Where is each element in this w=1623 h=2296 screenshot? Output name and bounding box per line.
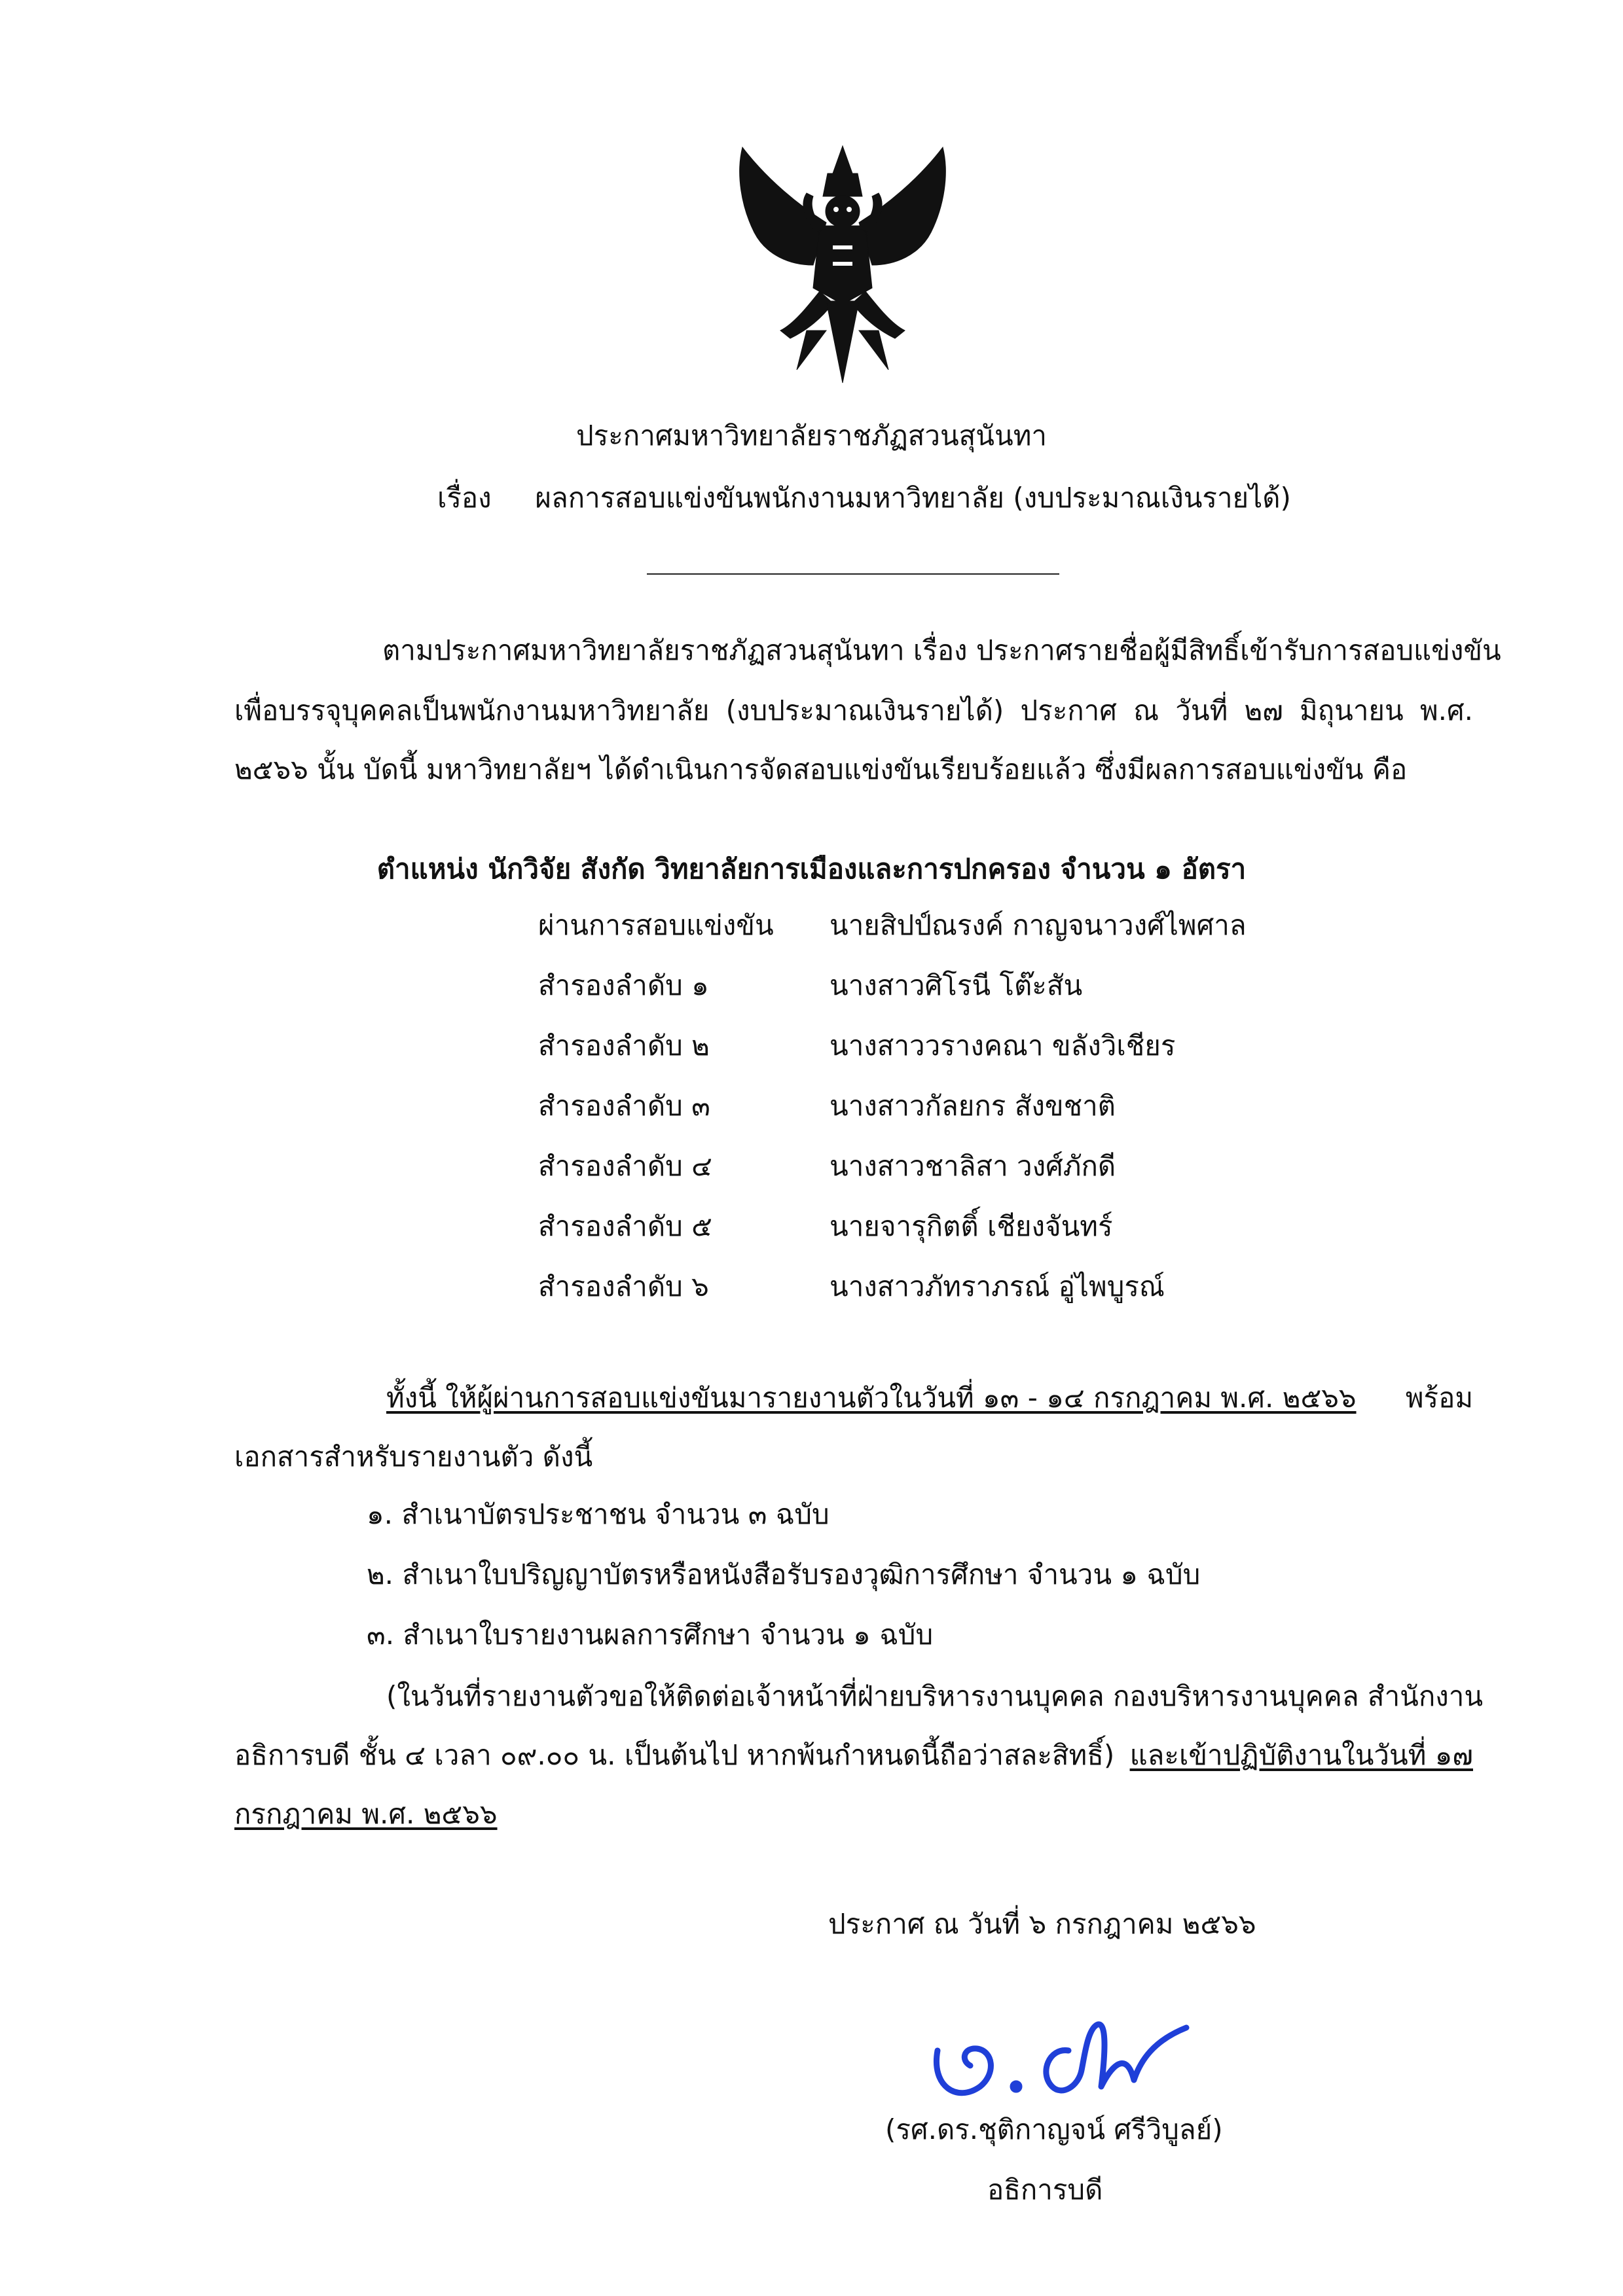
- report-line-1: [234, 1381, 1473, 1416]
- report-line-1-rest: พร้อม: [1405, 1382, 1473, 1414]
- result-label: สำรองลำดับ ๕: [538, 1210, 712, 1242]
- result-name: นางสาววรางคณา ขลังวิเชียร: [830, 1030, 1176, 1062]
- result-label: สำรองลำดับ ๑: [538, 969, 709, 1001]
- start-work-date-underlined: กรกฎาคม พ.ศ. ๒๕๖๖: [234, 1798, 498, 1830]
- intro-line-2: เพื่อบรรจุบุคคลเป็นพนักงานมหาวิทยาลัย (งบประมาณเงินรายได้) ประกาศ ณ วันที่ ๒๗ มิถุนายน พ.ศ.: [234, 694, 1473, 726]
- intro-line-1: ตามประกาศมหาวิทยาลัยราชภัฏสวนสุนันทา เรื่อง ประกาศรายชื่อผู้มีสิทธิ์เข้ารับการสอบแข่งขัน: [382, 634, 1501, 666]
- note-line-2-text: อธิการบดี ชั้น ๔ เวลา ๐๙.๐๐ น. เป็นต้นไป หากพ้นกำหนดนี้ถือว่าสละสิทธิ์): [234, 1739, 1115, 1771]
- result-name: นายจารุกิตติ์ เชียงจันทร์: [830, 1210, 1113, 1242]
- result-name: นางสาวภัทราภรณ์ อู่ไพบูรณ์: [830, 1270, 1165, 1302]
- signatory-name: (รศ.ดร.ชุติกาญจน์ ศรีวิบูลย์): [885, 2113, 1223, 2145]
- signature-image: [918, 1988, 1199, 2106]
- start-work-underlined: และเข้าปฏิบัติงานในวันที่ ๑๗: [1129, 1739, 1473, 1771]
- result-label: ผ่านการสอบแข่งขัน: [538, 909, 774, 941]
- subject-line: [437, 481, 1291, 516]
- position-heading: ตำแหน่ง นักวิจัย สังกัด วิทยาลัยการเมืองและการปกครอง จำนวน ๑ อัตรา: [376, 853, 1247, 885]
- report-line-2: เอกสารสำหรับรายงานตัว ดังนี้: [234, 1441, 593, 1473]
- note-line-1: (ในวันที่รายงานตัวขอให้ติดต่อเจ้าหน้าที่ฝ่ายบริหารงานบุคคล กองบริหารงานบุคคล สำนักงาน: [386, 1680, 1484, 1712]
- garuda-emblem-icon: [728, 134, 957, 386]
- subject-text: ผลการสอบแข่งขันพนักงานมหาวิทยาลัย (งบประมาณเงินรายได้): [535, 482, 1291, 514]
- result-label: สำรองลำดับ ๔: [538, 1150, 712, 1182]
- subject-label: เรื่อง: [437, 482, 492, 514]
- document-item: ๓. สำเนาใบรายงานผลการศึกษา จำนวน ๑ ฉบับ: [367, 1619, 934, 1651]
- result-name: นางสาวศิโรนี โต๊ะสัน: [830, 969, 1083, 1001]
- intro-line-3: ๒๕๖๖ นั้น บัดนี้ มหาวิทยาลัยฯ ได้ดำเนินการจัดสอบแข่งขันเรียบร้อยแล้ว ซึ่งมีผลการสอบแข่งขัน คือ: [234, 753, 1408, 785]
- result-label: สำรองลำดับ ๒: [538, 1030, 710, 1062]
- result-name: นางสาวกัลยกร สังขชาติ: [830, 1090, 1116, 1122]
- report-date-underlined: ทั้งนี้ ให้ผู้ผ่านการสอบแข่งขันมารายงานตัวในวันที่ ๑๓ - ๑๔ กรกฎาคม พ.ศ. ๒๕๖๖: [386, 1382, 1357, 1414]
- note-line-2: [234, 1738, 1473, 1773]
- document-item: ๑. สำเนาบัตรประชาชน จำนวน ๓ ฉบับ: [367, 1498, 830, 1530]
- document-item: ๒. สำเนาใบปริญญาบัตรหรือหนังสือรับรองวุฒิการศึกษา จำนวน ๑ ฉบับ: [367, 1558, 1201, 1590]
- header-divider: [647, 573, 1059, 575]
- result-name: นายสิปป์ณรงค์ กาญจนาวงศ์ไพศาล: [830, 909, 1247, 941]
- announce-date: ประกาศ ณ วันที่ ๖ กรกฎาคม ๒๕๖๖: [828, 1908, 1256, 1940]
- announcement-title: ประกาศมหาวิทยาลัยราชภัฏสวนสุนันทา: [575, 420, 1047, 452]
- note-line-3: [234, 1797, 1473, 1832]
- signatory-title: อธิการบดี: [987, 2174, 1103, 2206]
- result-label: สำรองลำดับ ๓: [538, 1090, 710, 1122]
- result-label: สำรองลำดับ ๖: [538, 1270, 709, 1302]
- result-name: นางสาวชาลิสา วงศ์ภักดี: [830, 1150, 1116, 1182]
